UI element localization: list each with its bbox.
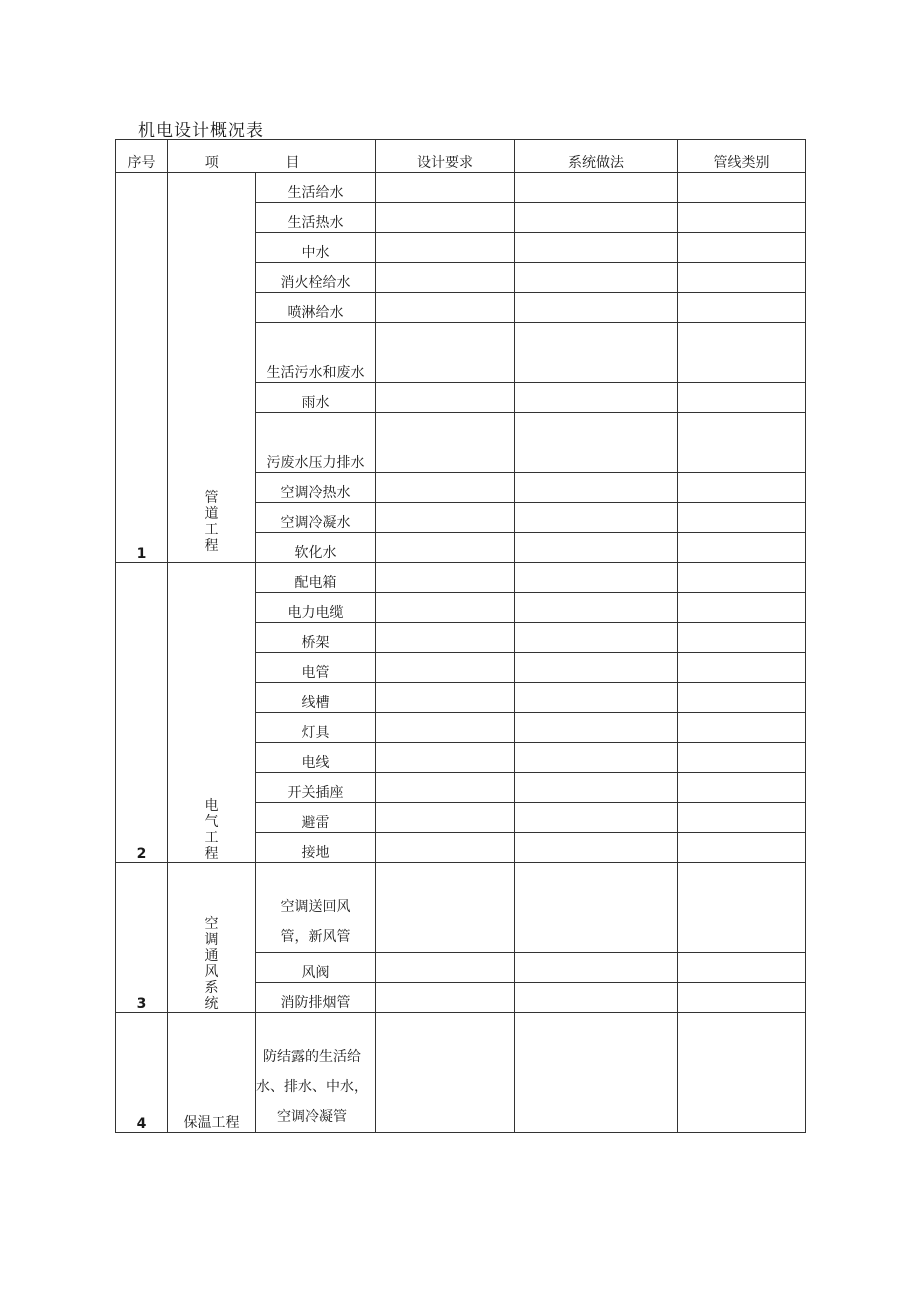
category-label: 电气工程	[204, 798, 219, 862]
mep-design-table	[115, 139, 806, 1133]
item-label: 雨水	[256, 383, 376, 413]
seq-number: 2	[116, 563, 168, 863]
item-label: 消防排烟管	[256, 983, 376, 1013]
item-label: 软化水	[256, 533, 376, 563]
category-label: 空调通风系统	[204, 916, 219, 1012]
item-label: 空调冷凝水	[256, 503, 376, 533]
category-cell	[168, 1013, 256, 1133]
item-label: 喷淋给水	[256, 293, 376, 323]
category-label: 保温工程	[183, 1115, 240, 1131]
item-label: 生活热水	[256, 203, 376, 233]
item-label: 污废水压力排水	[256, 413, 376, 473]
seq-number: 3	[116, 863, 168, 1013]
item-label: 线槽	[256, 683, 376, 713]
header-row	[116, 140, 806, 173]
seq-number: 4	[116, 1013, 168, 1133]
seq-number: 1	[116, 173, 168, 563]
item-label: 空调冷热水	[256, 473, 376, 503]
item-label: 中水	[256, 233, 376, 263]
item-label: 避雷	[256, 803, 376, 833]
item-label	[256, 1013, 376, 1133]
header-method: 系统做法	[515, 140, 678, 173]
item-label: 接地	[256, 833, 376, 863]
item-label: 生活污水和废水	[256, 323, 376, 383]
item-label: 灯具	[256, 713, 376, 743]
item-text: 空调送回风管，新风管	[280, 899, 351, 945]
header-seq: 序号	[116, 140, 168, 173]
table-row	[116, 173, 806, 203]
item-label: 风阀	[256, 953, 376, 983]
item-label: 开关插座	[256, 773, 376, 803]
item-label: 电力电缆	[256, 593, 376, 623]
item-text: 防结露的生活给水、排水、中水，空调冷凝管	[256, 1049, 368, 1125]
category-label: 管道工程	[204, 490, 219, 554]
header-pipe: 管线类别	[678, 140, 806, 173]
category-cell	[168, 863, 256, 1013]
item-label	[256, 863, 376, 953]
item-label: 消火栓给水	[256, 263, 376, 293]
header-item-a: 项	[168, 140, 256, 173]
category-cell	[168, 563, 256, 863]
item-label: 生活给水	[256, 173, 376, 203]
category-cell	[168, 173, 256, 563]
header-item-b: 目	[256, 140, 376, 173]
table-row	[116, 563, 806, 593]
page-title: 机电设计概况表	[138, 121, 264, 141]
table-row	[116, 1013, 806, 1133]
item-label: 配电箱	[256, 563, 376, 593]
item-label: 桥架	[256, 623, 376, 653]
item-label: 电管	[256, 653, 376, 683]
item-label: 电线	[256, 743, 376, 773]
table-row	[116, 863, 806, 953]
header-design: 设计要求	[376, 140, 515, 173]
